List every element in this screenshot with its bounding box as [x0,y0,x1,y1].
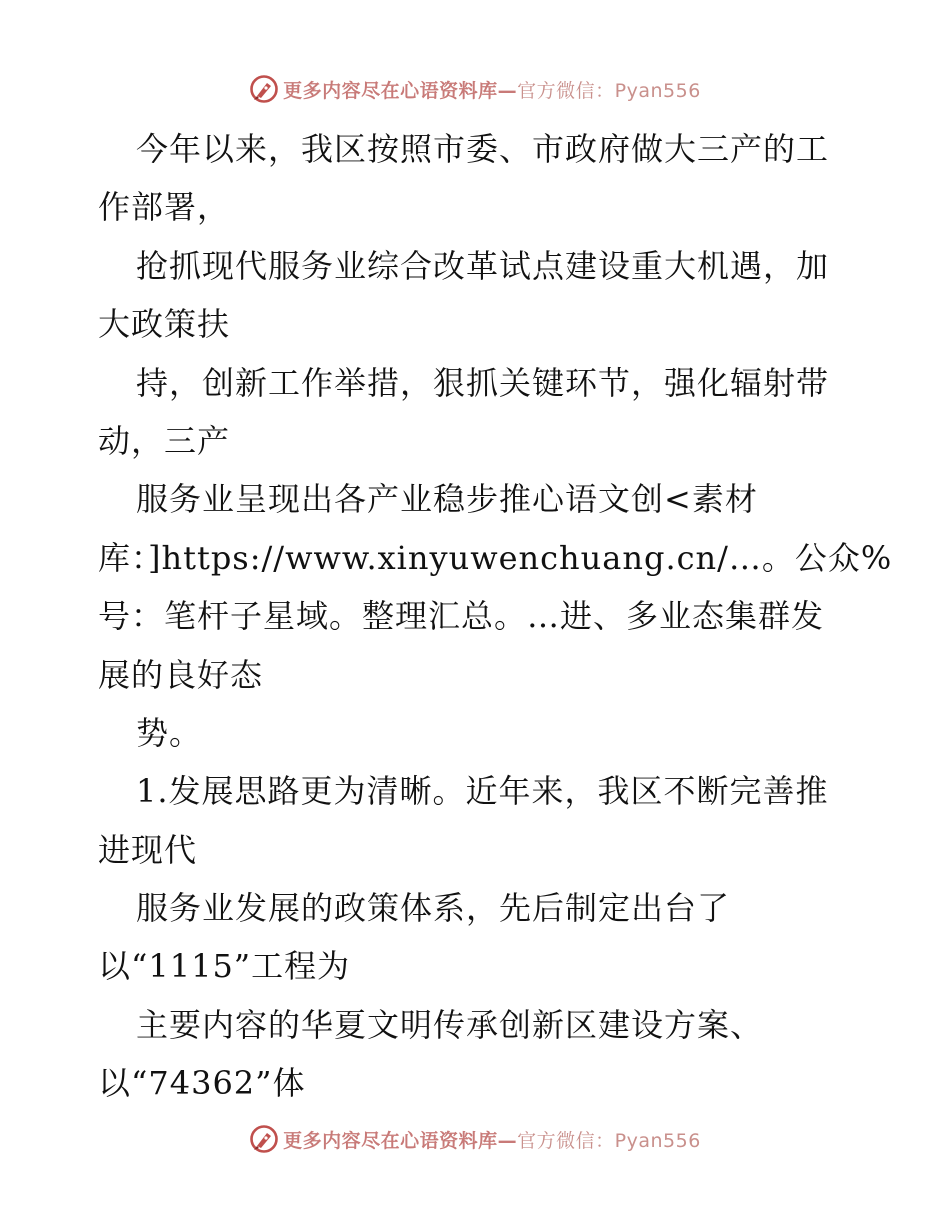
body-line: 动，三产 [98,421,231,460]
banner-text [283,76,701,103]
body-line: 展的良好态 [98,655,264,694]
banner-wechat: 官方微信：Pyan556 [517,1129,701,1152]
body-line: 持，创新工作举措，狠抓关键环节，强化辐射带 [136,363,830,402]
document-body [98,120,893,1113]
body-line: 号：笔杆子星域。整理汇总。…进、多业态集群发 [98,597,825,636]
footer-banner [0,1122,950,1156]
body-line: 主要内容的华夏文明传承创新区建设方案、 [136,1005,764,1044]
body-line: 服务业发展的政策体系，先后制定出台了 [136,889,731,928]
body-line: 库：]https://www.xinyuwenchuang.cn/…。公众% [98,538,893,577]
header-banner [0,72,950,106]
body-line: 作部署， [98,188,231,227]
banner-site-name: 更多内容尽在心语资料库— [283,1129,518,1152]
body-line: 大政策扶 [98,305,231,344]
banner-wechat: 官方微信：Pyan556 [517,79,701,102]
pen-nib-logo-icon [249,1124,279,1154]
banner-site-name: 更多内容尽在心语资料库— [283,79,518,102]
pen-nib-logo-icon [249,74,279,104]
body-line: 势。 [136,713,203,752]
body-line: 以“74362”体 [98,1064,306,1103]
body-line: 进现代 [98,830,198,869]
body-line: 服务业呈现出各产业稳步推心语文创<素材 [136,480,758,519]
body-line: 抢抓现代服务业综合改革试点建设重大机遇，加 [136,246,830,285]
body-line: 1.发展思路更为清晰。近年来，我区不断完善推 [136,772,829,811]
body-line: 今年以来，我区按照市委、市政府做大三产的工 [136,130,830,168]
banner-text [283,1126,701,1153]
body-line: 以“1115”工程为 [98,947,351,986]
